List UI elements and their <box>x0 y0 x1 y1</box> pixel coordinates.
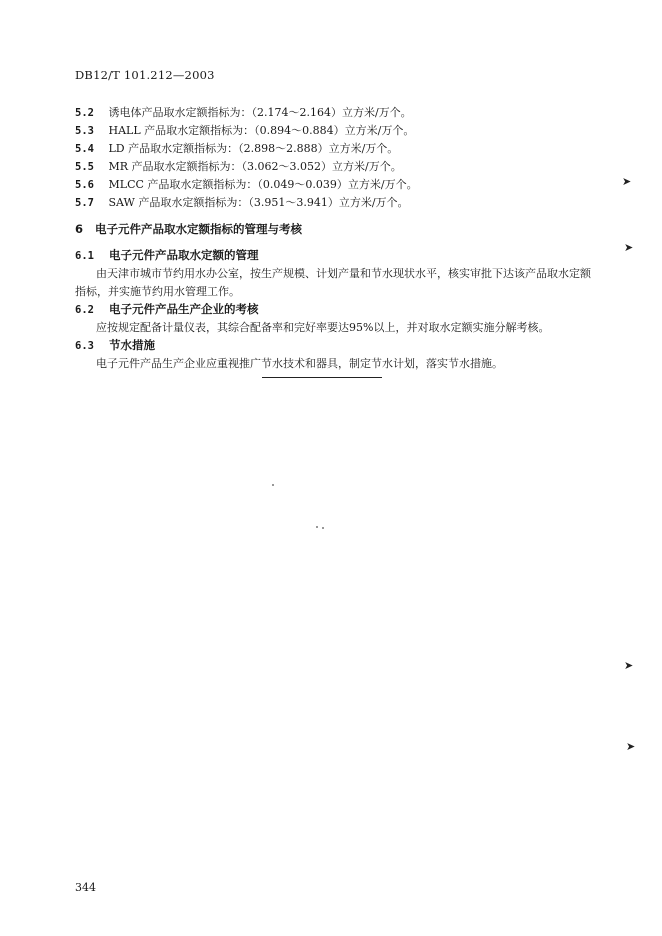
section-title: 电子元件产品取水定额指标的管理与考核 <box>95 222 303 236</box>
scan-speck <box>322 527 324 529</box>
subsection-number: 6.1 <box>75 250 94 262</box>
clause-5-3 <box>75 125 414 137</box>
document-code: DB12/T 101.212—2003 <box>75 68 215 82</box>
subsection-6-3-heading <box>75 340 155 352</box>
paragraph-6-2: 应按规定配备计量仪表，其综合配备率和完好率要达95%以上，并对取水定额实施分解考核。 <box>96 321 550 334</box>
scan-mark: ➤ <box>622 175 632 188</box>
clause-5-2 <box>75 107 412 119</box>
clause-5-7 <box>75 197 409 209</box>
scan-mark: ➤ <box>624 659 634 672</box>
clause-5-5 <box>75 161 402 173</box>
clause-5-4 <box>75 143 398 155</box>
scan-speck <box>272 484 274 486</box>
clause-text: MLCC 产品取水定额指标为：（0.049～0.039）立方米/万个。 <box>108 178 418 191</box>
clause-number: 5.5 <box>75 161 94 173</box>
subsection-6-2-heading <box>75 304 259 316</box>
subsection-title: 节水措施 <box>109 338 156 352</box>
end-rule <box>262 377 382 378</box>
subsection-title: 电子元件产品取水定额的管理 <box>109 248 259 262</box>
clause-text: 诱电体产品取水定额指标为：（2.174～2.164）立方米/万个。 <box>108 106 412 119</box>
subsection-number: 6.2 <box>75 304 94 316</box>
subsection-6-1-heading <box>75 250 259 262</box>
clause-number: 5.2 <box>75 107 94 119</box>
clause-text: SAW 产品取水定额指标为：（3.951～3.941）立方米/万个。 <box>108 196 409 209</box>
subsection-number: 6.3 <box>75 340 94 352</box>
scan-mark: ➤ <box>626 740 636 753</box>
clause-text: HALL 产品取水定额指标为：（0.894～0.884）立方米/万个。 <box>108 124 415 137</box>
clause-number: 5.4 <box>75 143 94 155</box>
clause-text: LD 产品取水定额指标为：（2.898～2.888）立方米/万个。 <box>108 142 399 155</box>
scan-speck <box>316 526 318 528</box>
clause-number: 5.3 <box>75 125 94 137</box>
scan-mark: ➤ <box>624 241 634 254</box>
section-6-heading <box>75 224 302 236</box>
section-number: 6 <box>75 222 84 236</box>
clause-text: MR 产品取水定额指标为：（3.062～3.052）立方米/万个。 <box>108 160 402 173</box>
paragraph-6-1-line-1: 由天津市城市节约用水办公室，按生产规模、计划产量和节水现状水平，核实审批下达该产品取水定额 <box>96 267 591 280</box>
page-number: 344 <box>75 881 96 894</box>
clause-number: 5.7 <box>75 197 94 209</box>
subsection-title: 电子元件产品生产企业的考核 <box>109 302 259 316</box>
paragraph-6-1-line-2: 指标，并实施节约用水管理工作。 <box>75 285 240 298</box>
paragraph-6-3: 电子元件产品生产企业应重视推广节水技术和器具，制定节水计划，落实节水措施。 <box>96 357 503 370</box>
clause-number: 5.6 <box>75 179 94 191</box>
clause-5-6 <box>75 179 418 191</box>
